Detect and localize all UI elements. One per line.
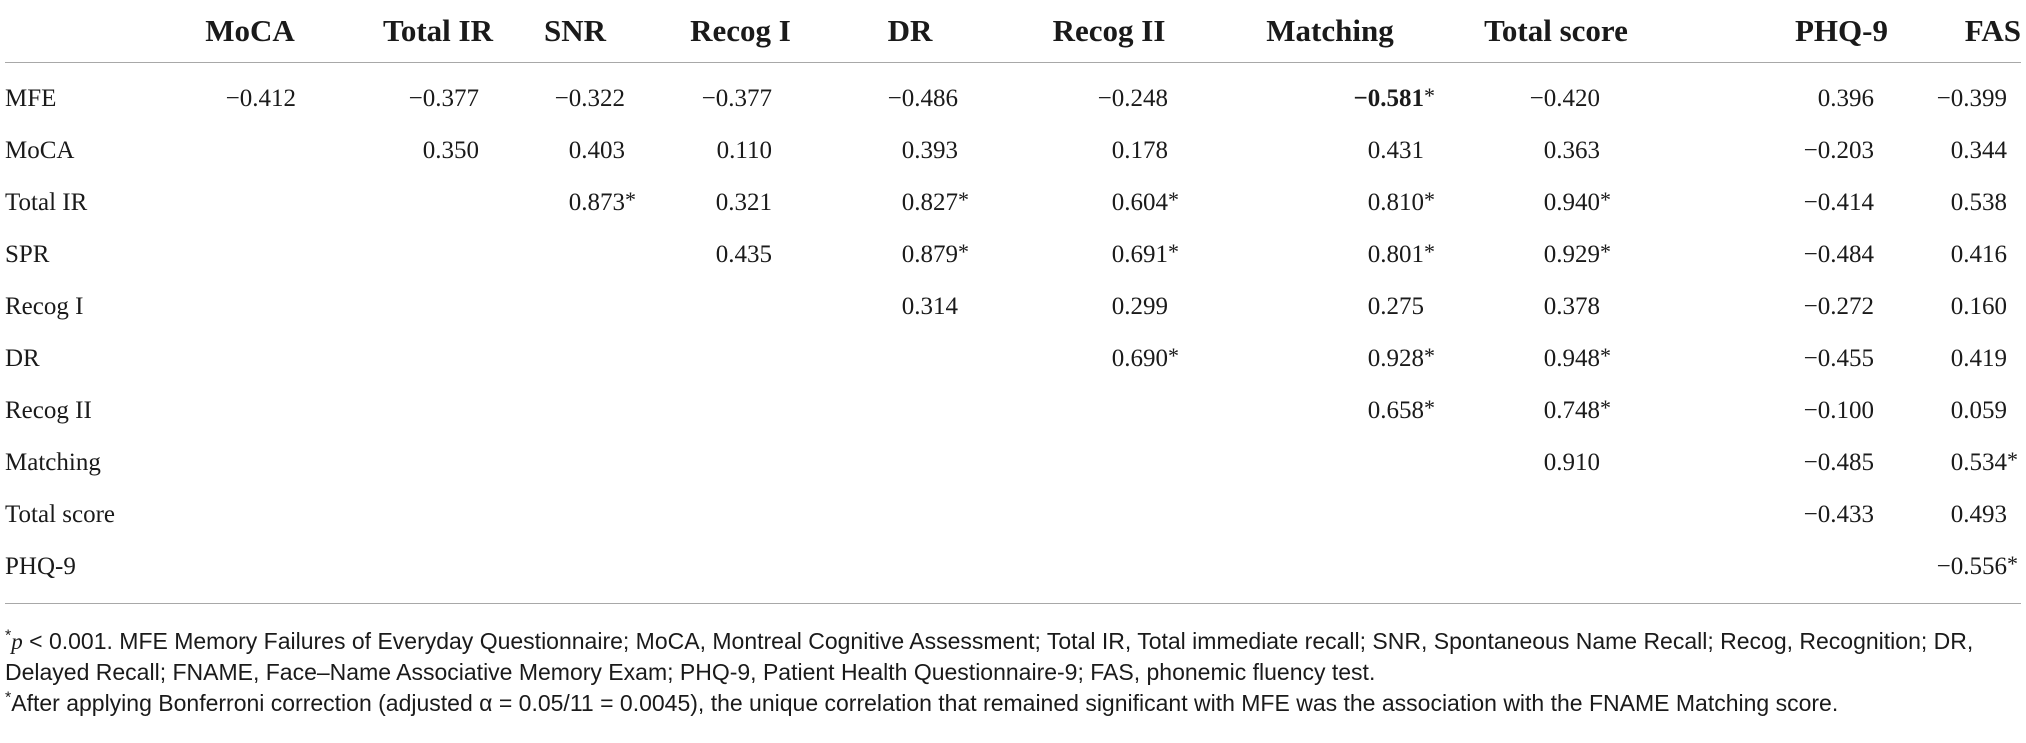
- table-cell: [1888, 177, 2021, 229]
- table-cell: [1888, 333, 2021, 385]
- table-cell: [493, 333, 657, 385]
- table-cell: [1222, 541, 1438, 604]
- table-cell: [493, 489, 657, 541]
- table-cell: [1222, 177, 1438, 229]
- cell-value: −0.203: [1803, 137, 1874, 164]
- header-cell: Recog I: [690, 13, 791, 48]
- table-cell: [1888, 125, 2021, 177]
- cell-value: 0.110: [716, 137, 772, 164]
- cell-value: 0.604: [1111, 189, 1168, 216]
- table-cell: [1674, 437, 1888, 489]
- table-cell: [824, 63, 996, 126]
- table-cell: [310, 541, 493, 604]
- table-cell: [657, 177, 824, 229]
- correlation-table: [5, 0, 2021, 604]
- table-cell: [824, 177, 996, 229]
- table-cell: [310, 177, 493, 229]
- table-row: [5, 177, 2021, 229]
- cell-value: 0.873: [568, 189, 625, 216]
- table-footnotes: [5, 626, 2021, 719]
- cell-value: 0.928: [1367, 345, 1424, 372]
- cell-value: 0.160: [1950, 293, 2007, 320]
- table-cell: [1438, 437, 1674, 489]
- cell-value: 0.321: [715, 189, 772, 216]
- cell-value: 0.879: [901, 241, 958, 268]
- cell-value: 0.419: [1950, 345, 2007, 372]
- cell-value: 0.344: [1950, 137, 2007, 164]
- cell-value: −0.399: [1936, 85, 2007, 112]
- table-cell: [657, 63, 824, 126]
- header-cell: Total IR: [383, 13, 493, 48]
- header-cell: Total score: [1484, 13, 1628, 48]
- table-cell: [493, 125, 657, 177]
- table-cell: [310, 63, 493, 126]
- cell-value: 0.299: [1111, 293, 1168, 320]
- table-cell: [824, 125, 996, 177]
- significance-mark: *: [1168, 343, 1179, 368]
- cell-value: 0.940: [1543, 189, 1600, 216]
- footnote-1-mark: *: [5, 627, 12, 645]
- table-cell: [1222, 333, 1438, 385]
- table-cell: [190, 281, 310, 333]
- table-cell: [996, 385, 1222, 437]
- footnote-2: [5, 688, 2021, 719]
- cell-value: −0.248: [1097, 85, 1168, 112]
- footnote-2-text: After applying Bonferroni correction (adjusted α = 0.05/11 = 0.0045), the unique correlation that remained significant with MFE was the association with the FNAME Matching score.: [11, 690, 1839, 716]
- table-cell: [310, 281, 493, 333]
- table-cell: [1222, 229, 1438, 281]
- table-cell: [190, 437, 310, 489]
- table-cell: [824, 489, 996, 541]
- table-cell: [190, 177, 310, 229]
- header-cell: DR: [887, 13, 933, 48]
- cell-value: −0.433: [1803, 501, 1874, 528]
- table-cell: [1674, 63, 1888, 126]
- table-cell: [493, 177, 657, 229]
- table-cell: [1674, 281, 1888, 333]
- header-cell: SNR: [543, 13, 606, 48]
- table-row: [5, 489, 2021, 541]
- header-cell-blank: [5, 0, 190, 63]
- table-row: [5, 385, 2021, 437]
- table-cell: [1222, 437, 1438, 489]
- cell-value: 0.396: [1817, 85, 1874, 112]
- table-cell: [657, 385, 824, 437]
- cell-value: 0.275: [1367, 293, 1424, 320]
- cell-value: 0.314: [901, 293, 958, 320]
- table-row: [5, 281, 2021, 333]
- cell-value: 0.059: [1950, 397, 2007, 424]
- table-cell: [1888, 489, 2021, 541]
- significance-mark: *: [1600, 395, 1611, 420]
- table-cell: [190, 333, 310, 385]
- footnote-2-mark: *: [5, 689, 12, 707]
- table-cell: [1674, 177, 1888, 229]
- table-cell: [1888, 229, 2021, 281]
- table-cell: [1674, 229, 1888, 281]
- row-label: MFE: [5, 85, 57, 112]
- significance-mark: *: [1168, 187, 1179, 212]
- header-cell: PHQ-9: [1795, 13, 1888, 48]
- cell-value: −0.377: [701, 85, 772, 112]
- row-label: DR: [5, 345, 40, 372]
- cell-value: 0.658: [1367, 397, 1424, 424]
- table-cell: [1438, 281, 1674, 333]
- row-label: Recog I: [5, 293, 84, 320]
- table-cell: [657, 541, 824, 604]
- cell-value: 0.827: [901, 189, 958, 216]
- table-cell: [1438, 333, 1674, 385]
- significance-mark: *: [1168, 239, 1179, 264]
- cell-value: 0.393: [901, 137, 958, 164]
- table-cell: [190, 63, 310, 126]
- table-cell: [824, 229, 996, 281]
- table-cell: [1438, 229, 1674, 281]
- table-cell: [996, 489, 1222, 541]
- table-cell: [1674, 385, 1888, 437]
- cell-value: 0.416: [1950, 241, 2007, 268]
- table-cell: [824, 541, 996, 604]
- header-cell: FAS: [1964, 13, 2021, 48]
- table-cell: [310, 489, 493, 541]
- significance-mark: *: [1424, 83, 1435, 108]
- significance-mark: *: [1424, 239, 1435, 264]
- table-cell: [1674, 489, 1888, 541]
- footnote-1: [5, 626, 2021, 688]
- cell-value: 0.538: [1950, 189, 2007, 216]
- cell-value: 0.948: [1543, 345, 1600, 372]
- table-cell: [996, 229, 1222, 281]
- footnote-1-text: < 0.001. MFE Memory Failures of Everyday Questionnaire; MoCA, Montreal Cognitive Assessment; Total IR, Total immediate recall; SNR, Spontaneous Name Recall; Recog, Recognition; DR, Delayed Recall; FNAME, Face–Name Associative Memory Exam; PHQ-9, Patient Health Questionnaire-9; FAS, phonemic fluency test.: [5, 628, 1974, 685]
- cell-value: 0.534: [1950, 449, 2007, 476]
- significance-mark: *: [1424, 187, 1435, 212]
- table-row: [5, 229, 2021, 281]
- table-cell: [310, 437, 493, 489]
- table-row: [5, 541, 2021, 604]
- row-label: Matching: [5, 449, 101, 476]
- cell-value: 0.801: [1367, 241, 1424, 268]
- significance-mark: *: [1600, 343, 1611, 368]
- table-cell: [1438, 125, 1674, 177]
- table-cell: [1222, 489, 1438, 541]
- table-cell: [1888, 63, 2021, 126]
- table-cell: [1888, 281, 2021, 333]
- significance-mark: *: [1600, 239, 1611, 264]
- significance-mark: *: [958, 187, 969, 212]
- significance-mark: *: [2007, 551, 2018, 576]
- table-cell: [190, 229, 310, 281]
- cell-value: 0.929: [1543, 241, 1600, 268]
- table-cell: [824, 385, 996, 437]
- table-cell: [310, 125, 493, 177]
- table-row: [5, 125, 2021, 177]
- cell-value: 0.690: [1111, 345, 1168, 372]
- table-cell: [1222, 63, 1438, 126]
- header-cell: MoCA: [205, 13, 295, 48]
- cell-value: −0.485: [1803, 449, 1874, 476]
- table-row: [5, 437, 2021, 489]
- table-cell: [996, 63, 1222, 126]
- cell-value: 0.350: [422, 137, 479, 164]
- row-label: Total score: [5, 501, 116, 528]
- significance-mark: *: [1424, 395, 1435, 420]
- table-cell: [657, 437, 824, 489]
- table-cell: [190, 489, 310, 541]
- significance-mark: *: [1600, 187, 1611, 212]
- cell-value: −0.581: [1353, 85, 1424, 112]
- table-cell: [1674, 125, 1888, 177]
- table-cell: [493, 63, 657, 126]
- table-header-row: [5, 0, 2021, 63]
- cell-value: 0.363: [1543, 137, 1600, 164]
- cell-value: −0.556: [1936, 553, 2007, 580]
- table-row: [5, 333, 2021, 385]
- cell-value: −0.484: [1803, 241, 1874, 268]
- table-cell: [996, 125, 1222, 177]
- significance-mark: *: [625, 187, 636, 212]
- table-cell: [493, 281, 657, 333]
- cell-value: −0.420: [1529, 85, 1600, 112]
- row-label: Recog II: [5, 397, 92, 424]
- table-cell: [1888, 541, 2021, 604]
- table-cell: [657, 489, 824, 541]
- table-cell: [1222, 385, 1438, 437]
- header-cell: Matching: [1266, 13, 1394, 48]
- cell-value: 0.178: [1111, 137, 1168, 164]
- cell-value: −0.486: [887, 85, 958, 112]
- header-cell: Recog II: [1052, 13, 1166, 48]
- cell-value: −0.272: [1803, 293, 1874, 320]
- cell-value: 0.431: [1367, 137, 1424, 164]
- cell-value: −0.412: [225, 85, 296, 112]
- table-cell: [310, 333, 493, 385]
- table-cell: [1438, 177, 1674, 229]
- table-cell: [493, 437, 657, 489]
- table-cell: [657, 229, 824, 281]
- table-cell: [1438, 541, 1674, 604]
- table-cell: [996, 437, 1222, 489]
- cell-value: 0.748: [1543, 397, 1600, 424]
- table-row: [5, 63, 2021, 126]
- table-cell: [996, 281, 1222, 333]
- table-cell: [996, 541, 1222, 604]
- significance-mark: *: [2007, 447, 2018, 472]
- cell-value: 0.910: [1543, 449, 1600, 476]
- table-cell: [190, 541, 310, 604]
- cell-value: −0.377: [408, 85, 479, 112]
- table-cell: [493, 229, 657, 281]
- cell-value: −0.100: [1803, 397, 1874, 424]
- table-cell: [1222, 281, 1438, 333]
- cell-value: −0.455: [1803, 345, 1874, 372]
- table-cell: [824, 281, 996, 333]
- cell-value: 0.403: [568, 137, 625, 164]
- table-cell: [996, 177, 1222, 229]
- table-cell: [1438, 385, 1674, 437]
- table-cell: [1438, 63, 1674, 126]
- cell-value: 0.810: [1367, 189, 1424, 216]
- table-cell: [1888, 437, 2021, 489]
- table-cell: [310, 385, 493, 437]
- significance-mark: *: [958, 239, 969, 264]
- table-cell: [657, 333, 824, 385]
- significance-mark: *: [1424, 343, 1435, 368]
- table-cell: [996, 333, 1222, 385]
- table-cell: [190, 385, 310, 437]
- table-cell: [310, 229, 493, 281]
- table-cell: [493, 385, 657, 437]
- table-cell: [1674, 333, 1888, 385]
- cell-value: 0.691: [1111, 241, 1168, 268]
- cell-value: 0.378: [1543, 293, 1600, 320]
- row-label: MoCA: [5, 137, 75, 164]
- table-cell: [190, 125, 310, 177]
- row-label: Total IR: [5, 189, 88, 216]
- row-label: PHQ-9: [5, 553, 76, 580]
- table-cell: [824, 333, 996, 385]
- cell-value: −0.414: [1803, 189, 1874, 216]
- table-cell: [1222, 125, 1438, 177]
- table-cell: [1888, 385, 2021, 437]
- table-cell: [1674, 541, 1888, 604]
- footnote-1-p: p: [11, 629, 23, 654]
- row-label: SPR: [5, 241, 50, 268]
- table-cell: [657, 281, 824, 333]
- table-cell: [1438, 489, 1674, 541]
- table-cell: [657, 125, 824, 177]
- cell-value: −0.322: [554, 85, 625, 112]
- table-body: [5, 63, 2021, 604]
- table-cell: [493, 541, 657, 604]
- cell-value: 0.435: [715, 241, 772, 268]
- table-cell: [824, 437, 996, 489]
- cell-value: 0.493: [1950, 501, 2007, 528]
